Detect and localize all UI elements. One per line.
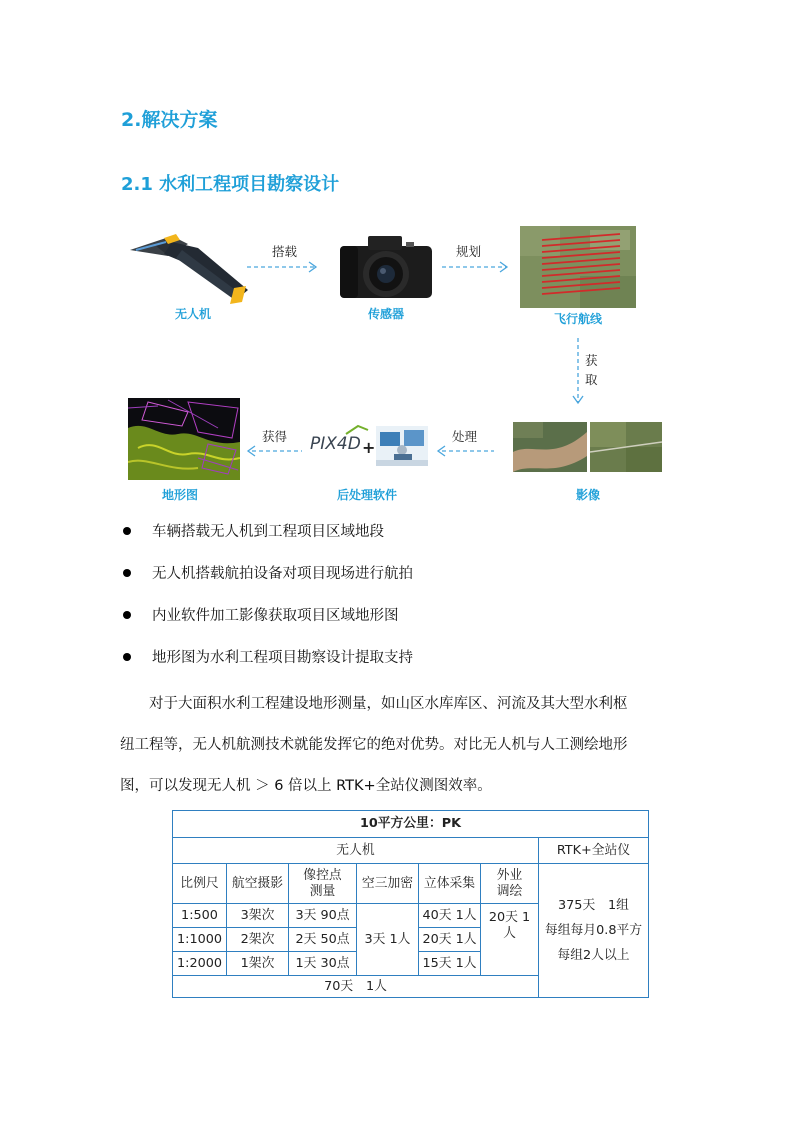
bullet-dot-icon bbox=[123, 653, 131, 661]
arrow-label-process: 处理 bbox=[452, 429, 478, 444]
rtk-cell bbox=[539, 864, 649, 998]
cell-aerial: 2架次 bbox=[227, 928, 289, 952]
cell-scale: 1:1000 bbox=[173, 928, 227, 952]
caption-imagery: 影像 bbox=[575, 488, 600, 502]
cell-field-line2: 人 bbox=[503, 926, 516, 941]
caption-uav: 无人机 bbox=[174, 307, 211, 321]
aerial-photo-2-image bbox=[590, 422, 662, 472]
caption-sensor: 传感器 bbox=[367, 307, 404, 321]
arrow-process-icon bbox=[436, 444, 496, 458]
paragraph-line: 纽工程等，无人机航测技术就能发挥它的绝对优势。对比无人机与人工测绘地形 bbox=[120, 737, 628, 753]
plus-sign: + bbox=[362, 438, 376, 457]
table-title: 10平方公里：PK bbox=[173, 811, 649, 838]
paragraph-line: 对于大面积水利工程建设地形测量，如山区水库库区、河流及其大型水利枢 bbox=[120, 696, 628, 712]
group-header-uav: 无人机 bbox=[173, 838, 539, 864]
arrow-label-obtain-2: 取 bbox=[585, 372, 598, 387]
list-item bbox=[120, 604, 680, 628]
list-item bbox=[120, 562, 680, 586]
rtk-line-2: 每组每月0.8平方 bbox=[544, 923, 643, 938]
camera-sensor-image bbox=[338, 232, 434, 300]
header-gcp bbox=[289, 864, 357, 904]
list-item-text: 车辆搭载无人机到工程项目区域地段 bbox=[152, 524, 384, 540]
arrow-acquire-icon bbox=[246, 444, 304, 458]
caption-route: 飞行航线 bbox=[553, 312, 602, 326]
header-scale: 比例尺 bbox=[173, 864, 227, 904]
cell-field bbox=[481, 904, 539, 976]
rtk-line-3: 每组2人以上 bbox=[557, 948, 630, 963]
bullet-dot-icon bbox=[123, 611, 131, 619]
cell-scale: 1:500 bbox=[173, 904, 227, 928]
header-gcp-line1: 像控点 bbox=[303, 867, 342, 883]
cell-field-line1: 20天 1 bbox=[488, 910, 531, 925]
arrow-label-obtain-1: 获 bbox=[585, 353, 598, 368]
pix4d-logo-text: PIX4D bbox=[310, 434, 361, 454]
workflow-diagram bbox=[0, 0, 793, 510]
cell-aerial: 1架次 bbox=[227, 952, 289, 976]
header-field-line1: 外业 bbox=[496, 867, 523, 883]
comparison-table bbox=[172, 810, 649, 998]
cell-aerial: 3架次 bbox=[227, 904, 289, 928]
subsection-heading: 2.1 水利工程项目勘察设计 bbox=[121, 174, 340, 195]
arrow-label-acquire: 获得 bbox=[262, 429, 288, 444]
bullet-dot-icon bbox=[123, 569, 131, 577]
header-field-line2: 调绘 bbox=[496, 883, 523, 899]
header-aerotri: 空三加密 bbox=[357, 864, 419, 904]
flight-route-map-image bbox=[520, 226, 636, 308]
cell-stereo: 40天 1人 bbox=[419, 904, 481, 928]
uav-total-cell: 70天 1人 bbox=[173, 976, 539, 998]
aerial-photo-1-image bbox=[513, 422, 587, 472]
arrow-label-carry: 搭载 bbox=[272, 244, 298, 259]
header-gcp-line2: 测量 bbox=[309, 883, 336, 899]
list-item bbox=[120, 646, 680, 670]
arrow-plan-icon bbox=[440, 260, 512, 274]
cell-gcp: 1天 30点 bbox=[289, 952, 357, 976]
workstation-image bbox=[376, 426, 428, 466]
cell-gcp: 3天 90点 bbox=[289, 904, 357, 928]
bullet-dot-icon bbox=[123, 527, 131, 535]
caption-software: 后处理软件 bbox=[336, 488, 397, 502]
header-aerial: 航空摄影 bbox=[227, 864, 289, 904]
list-item-text: 无人机搭载航拍设备对项目现场进行航拍 bbox=[152, 566, 413, 582]
group-header-rtk: RTK+全站仪 bbox=[539, 838, 649, 864]
terrain-map-image bbox=[128, 398, 240, 480]
arrow-label-plan: 规划 bbox=[456, 244, 482, 259]
list-item bbox=[120, 520, 680, 544]
cell-aerotri: 3天 1人 bbox=[357, 904, 419, 976]
paragraph-line: 图，可以发现无人机 ＞ 6 倍以上 RTK+全站仪测图效率。 bbox=[120, 778, 492, 794]
arrow-obtain-icon bbox=[571, 336, 585, 408]
rtk-line-1: 375天 1组 bbox=[558, 898, 629, 913]
cell-gcp: 2天 50点 bbox=[289, 928, 357, 952]
header-field bbox=[481, 864, 539, 904]
section-heading: 2.解决方案 bbox=[121, 109, 218, 131]
cell-stereo: 15天 1人 bbox=[419, 952, 481, 976]
body-paragraph bbox=[120, 684, 680, 807]
cell-stereo: 20天 1人 bbox=[419, 928, 481, 952]
list-item-text: 内业软件加工影像获取项目区域地形图 bbox=[152, 608, 399, 624]
caption-terrain: 地形图 bbox=[161, 488, 198, 502]
header-stereo: 立体采集 bbox=[419, 864, 481, 904]
arrow-carry-icon bbox=[245, 260, 321, 274]
list-item-text: 地形图为水利工程项目勘察设计提取支持 bbox=[152, 650, 413, 666]
cell-scale: 1:2000 bbox=[173, 952, 227, 976]
uav-drone-image bbox=[128, 228, 250, 310]
